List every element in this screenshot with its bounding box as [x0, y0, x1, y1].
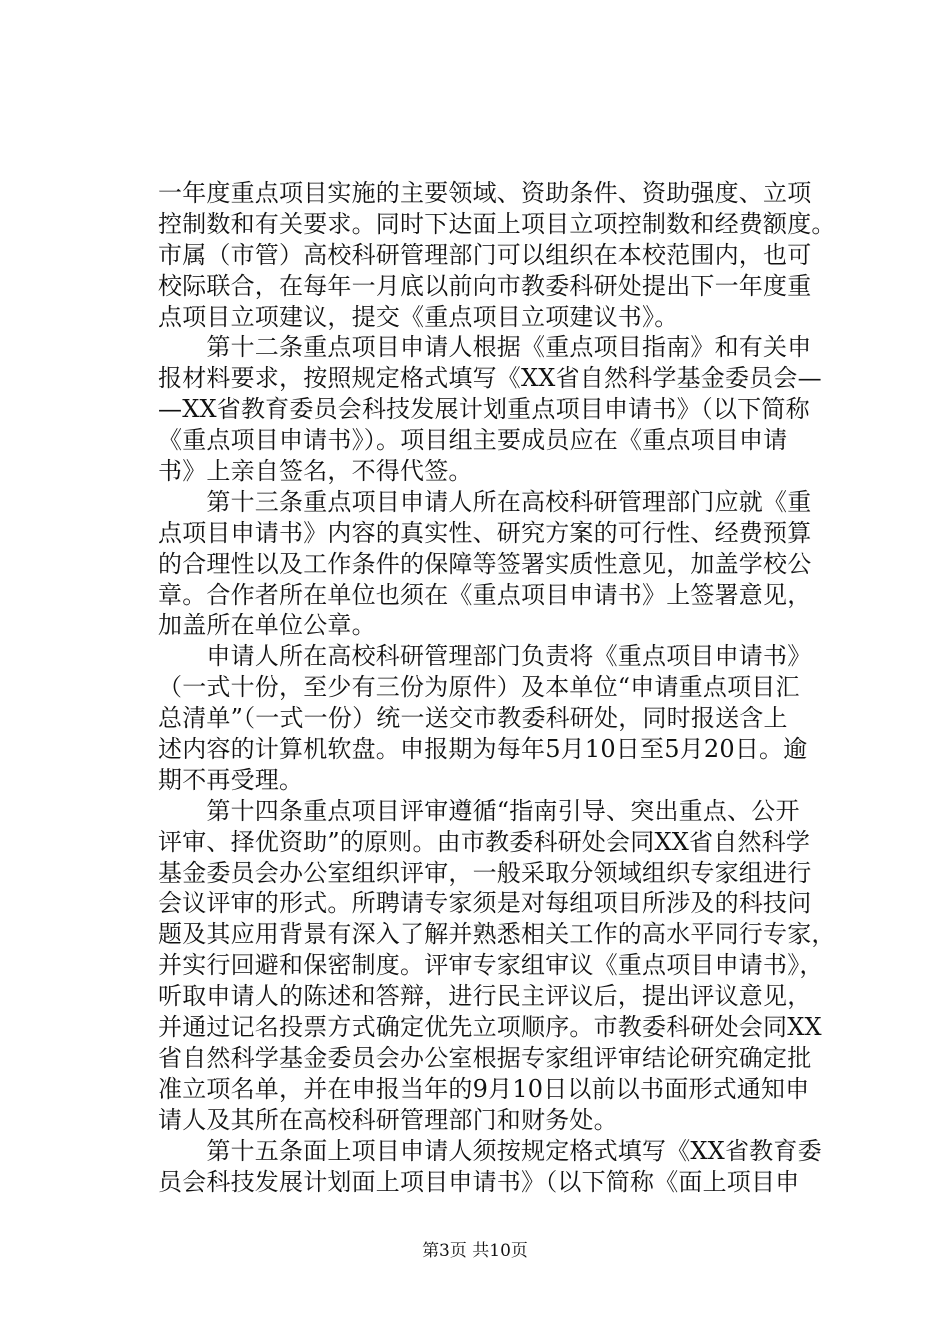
text-line: 会议评审的形式。所聘请专家须是对每组项目所涉及的科技问	[158, 889, 812, 918]
text-line: 《重点项目申请书》）。项目组主要成员应在《重点项目申请	[158, 426, 788, 455]
text-line: 第十二条重点项目申请人根据《重点项目指南》和有关申	[158, 333, 812, 362]
text-line: 控制数和有关要求。同时下达面上项目立项控制数和经费额度。	[158, 209, 836, 238]
text-line: —XX省教育委员会科技发展计划重点项目申请书》（以下简称	[158, 395, 810, 424]
text-line: 题及其应用背景有深入了解并熟悉相关工作的高水平同行专家，	[158, 920, 836, 949]
text-line: 期不再受理。	[158, 765, 304, 794]
text-line: 基金委员会办公室组织评审，一般采取分领域组织专家组进行	[158, 858, 812, 887]
text-line: 述内容的计算机软盘。申报期为每年5月10日至5月20日。逾	[158, 735, 808, 764]
text-line: 章。合作者所在单位也须在《重点项目申请书》上签署意见，	[158, 580, 812, 609]
text-line: 第十五条面上项目申请人须按规定格式填写《XX省教育委	[158, 1136, 822, 1165]
text-line: 并通过记名投票方式确定优先立项顺序。市教委科研处会同XX	[158, 1013, 822, 1042]
document-body	[158, 178, 858, 1197]
page-footer: 第3页 共10页	[422, 1241, 528, 1261]
text-line: 评审、择优资助”的原则。由市教委科研处会同XX省自然科学	[158, 827, 811, 856]
text-line: （一式十份，至少有三份为原件）及本单位“申请重点项目汇	[158, 673, 800, 702]
text-line: 并实行回避和保密制度。评审专家组审议《重点项目申请书》，	[158, 951, 824, 980]
text-line: 省自然科学基金委员会办公室根据专家组评审结论研究确定批	[158, 1043, 812, 1072]
text-line: 第十三条重点项目申请人所在高校科研管理部门应就《重	[158, 487, 812, 516]
text-line: 报材料要求，按照规定格式填写《XX省自然科学基金委员会—	[158, 364, 822, 393]
text-line: 市属（市管）高校科研管理部门可以组织在本校范围内，也可	[158, 240, 812, 269]
text-line: 的合理性以及工作条件的保障等签署实质性意见，加盖学校公	[158, 549, 812, 578]
text-line: 总清单”（一式一份）统一送交市教委科研处，同时报送含上	[158, 704, 788, 733]
text-line: 书》上亲自签名，不得代签。	[158, 457, 473, 486]
text-line: 员会科技发展计划面上项目申请书》（以下简称《面上项目申	[158, 1167, 800, 1196]
text-line: 一年度重点项目实施的主要领域、资助条件、资助强度、立项	[158, 179, 812, 207]
text-line: 申请人所在高校科研管理部门负责将《重点项目申请书》	[158, 642, 812, 671]
text-line: 准立项名单，并在申报当年的9月10日以前以书面形式通知申	[158, 1074, 810, 1103]
text-line: 点项目申请书》内容的真实性、研究方案的可行性、经费预算	[158, 518, 812, 547]
text-line: 加盖所在单位公章。	[158, 611, 376, 640]
text-line: 请人及其所在高校科研管理部门和财务处。	[158, 1105, 618, 1134]
text-line: 第十四条重点项目评审遵循“指南引导、突出重点、公开	[158, 796, 800, 825]
text-line: 点项目立项建议，提交《重点项目立项建议书》。	[158, 302, 679, 331]
text-line: 听取申请人的陈述和答辩，进行民主评议后，提出评议意见，	[158, 982, 812, 1011]
text-line: 校际联合，在每年一月底以前向市教委科研处提出下一年度重	[158, 271, 812, 300]
